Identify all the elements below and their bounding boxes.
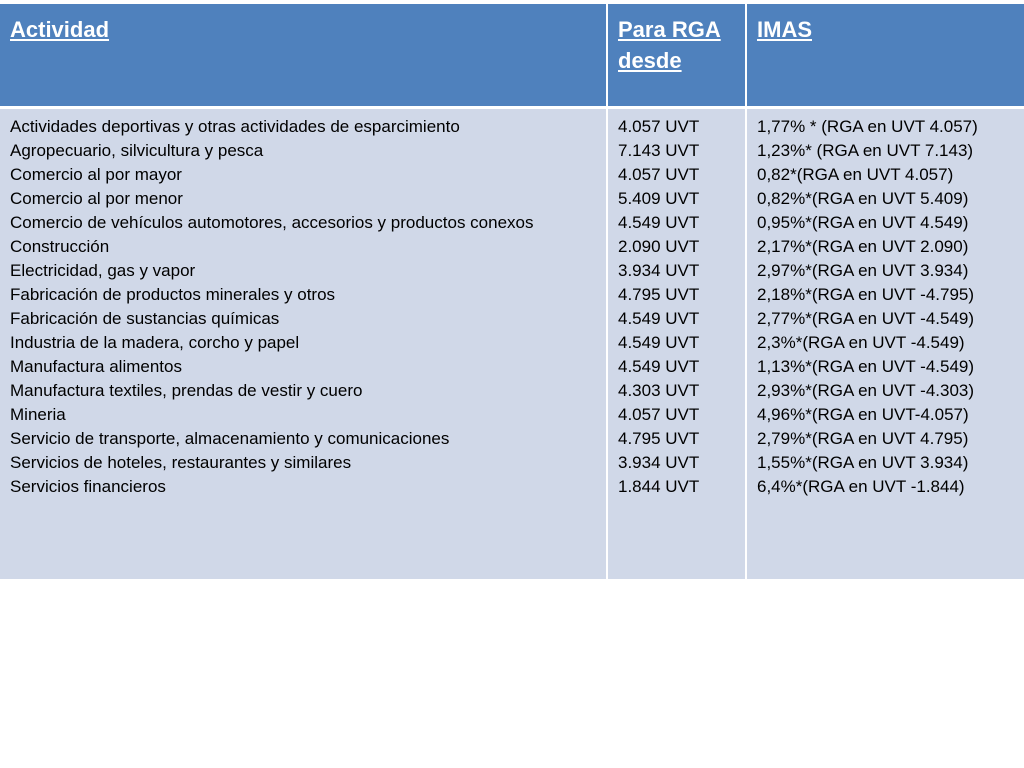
rga-cell: 4.549 UVT bbox=[618, 333, 700, 352]
imas-cell: 1,77% * (RGA en UVT 4.057) bbox=[757, 117, 978, 136]
rga-cell: 3.934 UVT bbox=[618, 261, 700, 280]
imas-cell: 2,18%*(RGA en UVT -4.795) bbox=[757, 285, 975, 304]
rga-cell: 4.057 UVT bbox=[618, 405, 700, 424]
actividad-cell: Comercio de vehículos automotores, accesorios y productos conexos bbox=[10, 213, 534, 232]
column-actividad bbox=[0, 108, 607, 580]
imas-cell: 4,96%*(RGA en UVT-4.057) bbox=[757, 405, 969, 424]
imas-cell: 2,17%*(RGA en UVT 2.090) bbox=[757, 237, 969, 256]
imas-cell: 2,3%*(RGA en UVT -4.549) bbox=[757, 333, 965, 352]
actividad-cell: Manufactura textiles, prendas de vestir y cuero bbox=[10, 381, 363, 400]
actividad-cell: Construcción bbox=[10, 237, 110, 256]
imas-cell: 0,82*(RGA en UVT 4.057) bbox=[757, 165, 954, 184]
imas-cell: 0,82%*(RGA en UVT 5.409) bbox=[757, 189, 969, 208]
column-rga bbox=[607, 108, 746, 580]
actividad-cell: Servicios de hoteles, restaurantes y similares bbox=[10, 453, 352, 472]
rga-cell: 2.090 UVT bbox=[618, 237, 700, 256]
header-imas-label: IMAS bbox=[757, 17, 812, 42]
actividad-cell: Industria de la madera, corcho y papel bbox=[10, 333, 300, 352]
imas-cell: 1,13%*(RGA en UVT -4.549) bbox=[757, 357, 975, 376]
actividad-cell: Electricidad, gas y vapor bbox=[10, 261, 196, 280]
imas-cell: 1,55%*(RGA en UVT 3.934) bbox=[757, 453, 969, 472]
actividad-cell: Manufactura alimentos bbox=[10, 357, 182, 376]
rga-cell: 4.057 UVT bbox=[618, 117, 700, 136]
actividad-cell: Comercio al por menor bbox=[10, 189, 183, 208]
table-body-row bbox=[0, 108, 1024, 580]
rga-cell: 4.303 UVT bbox=[618, 381, 700, 400]
rga-cell: 5.409 UVT bbox=[618, 189, 700, 208]
rga-cell: 4.795 UVT bbox=[618, 285, 700, 304]
rga-cell: 7.143 UVT bbox=[618, 141, 700, 160]
imas-cell: 2,93%*(RGA en UVT -4.303) bbox=[757, 381, 975, 400]
rga-cell: 4.057 UVT bbox=[618, 165, 700, 184]
imas-cell: 2,97%*(RGA en UVT 3.934) bbox=[757, 261, 969, 280]
imas-cell: 2,77%*(RGA en UVT -4.549) bbox=[757, 309, 975, 328]
rga-cell: 3.934 UVT bbox=[618, 453, 700, 472]
header-rga-line2: desde bbox=[618, 48, 682, 73]
actividad-cell: Servicio de transporte, almacenamiento y comunicaciones bbox=[10, 429, 450, 448]
actividad-cell: Servicios financieros bbox=[10, 477, 166, 496]
actividad-cell: Comercio al por mayor bbox=[10, 165, 182, 184]
actividad-cell: Fabricación de sustancias químicas bbox=[10, 309, 280, 328]
rga-cell: 4.795 UVT bbox=[618, 429, 700, 448]
imas-cell: 1,23%* (RGA en UVT 7.143) bbox=[757, 141, 974, 160]
header-para-rga-desde bbox=[607, 4, 746, 108]
column-imas bbox=[746, 108, 1024, 580]
rga-cell: 4.549 UVT bbox=[618, 309, 700, 328]
actividad-cell: Fabricación de productos minerales y otros bbox=[10, 285, 336, 304]
imas-cell: 0,95%*(RGA en UVT 4.549) bbox=[757, 213, 969, 232]
table-header-row bbox=[0, 4, 1024, 108]
rga-cell: 1.844 UVT bbox=[618, 477, 700, 496]
header-rga-line1: Para RGA bbox=[618, 17, 721, 42]
header-actividad-label: Actividad bbox=[10, 17, 110, 42]
imas-cell: 2,79%*(RGA en UVT 4.795) bbox=[757, 429, 969, 448]
imas-cell: 6,4%*(RGA en UVT -1.844) bbox=[757, 477, 965, 496]
rga-cell: 4.549 UVT bbox=[618, 213, 700, 232]
rga-cell: 4.549 UVT bbox=[618, 357, 700, 376]
header-actividad bbox=[0, 4, 607, 108]
actividad-cell: Agropecuario, silvicultura y pesca bbox=[10, 141, 264, 160]
actividad-cell: Mineria bbox=[10, 405, 66, 424]
activity-table bbox=[0, 4, 1024, 579]
actividad-cell: Actividades deportivas y otras actividades de esparcimiento bbox=[10, 117, 460, 136]
header-imas bbox=[746, 4, 1024, 108]
